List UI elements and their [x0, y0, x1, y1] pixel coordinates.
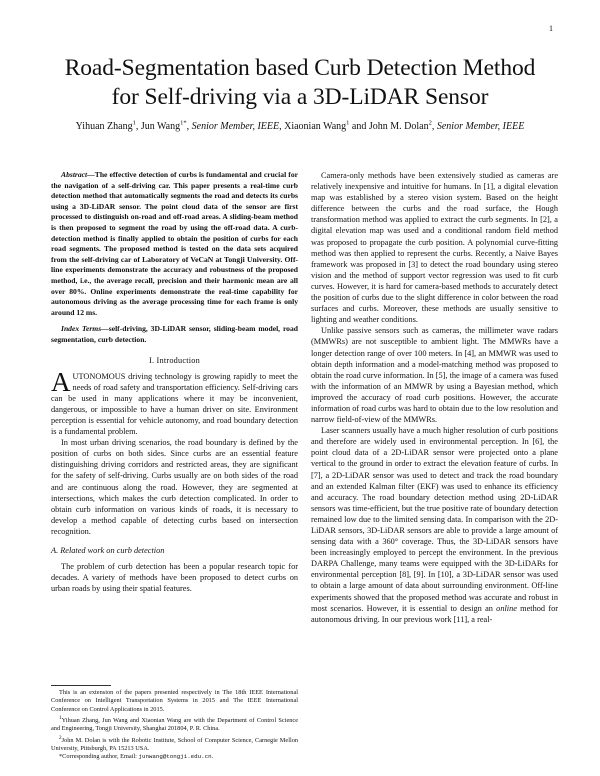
intro-paragraph-text: UTONOMOUS driving technology is growing rapidly to meet the needs of road safety and transportation efficiency. Self-driving cars can be used in many applications where it may be inconvenient, dangerous, or impossible to have a human driver on site. Environment perception is essential for vehicle autonomy, and road boundary detection is a fundamental problem.	[51, 371, 298, 437]
abstract	[51, 170, 298, 318]
footnote-text: .	[211, 753, 214, 761]
intro-paragraph: In most urban driving scenarios, the road boundary is defined by the position of curbs on both sides. Since curbs are an essential feature distinguishing driving corridors and restricted areas, they are significant for the safety of self-driving. Curbs usually are on both sides of the road and are continuous along the road. However, they are segmented at intersections, which makes the curb detection complicated. In order to obtain curb information on various kinds of roads, it is necessary to develop a method capable of detecting curbs based on intersection recognition.	[51, 438, 298, 536]
right-column	[311, 170, 558, 625]
index-terms-label: Index Terms	[61, 324, 102, 334]
corresponding-email-link[interactable]: junwang@tongji.edu.cn	[138, 753, 212, 761]
author-separator: ,	[135, 121, 141, 132]
page-number: 1	[549, 24, 553, 33]
author-list: Yihuan Zhang$^1$, Jun Wang$^{1*}$, Senior Member, IEEE, Xiaonian Wang$^1$ and John M. Dolan$^2$, Senior Member, IEEE	[75, 119, 525, 132]
left-column	[51, 170, 298, 594]
emphasis-text: online	[496, 603, 517, 613]
footnotes	[51, 685, 298, 762]
drop-cap: A	[51, 366, 71, 397]
author-role: Senior Member, IEEE	[436, 121, 525, 132]
footnote-mark: 1	[59, 714, 62, 721]
author-affiliation-mark: 1	[346, 119, 350, 127]
body-paragraph: Unlike passive sensors such as cameras, the millimeter wave radars (MMWRs) are not susceptible to ambient light. The MMWRs have a longer detection range of over 100 meters. In [4], an MMWR was used to obtain depth information and a model-matching method was proposed to obtain the road curve information. In [5], the image of a camera was fused with the information of an MMWR by using a Bayesian method, which improved the accuracy of road curb positions. However, the accurate information of road curbs was hard to obtain due to the low resolution and narrow field-of-view of the MMWRs.	[311, 326, 558, 425]
author-name: Jun Wang	[140, 121, 181, 132]
author-affiliation-mark: 1	[132, 119, 136, 127]
footnote-text: John M. Dolan is with the Robotic Institute, School of Computer Science, Carnegie Mellon University, Pittsburgh, PA 15213 USA.	[51, 736, 298, 752]
body-text: method for autonomous driving. In our previous work [11], a real-	[311, 603, 558, 624]
title-line-2: for Self-driving via a 3D-LiDAR Sensor	[111, 84, 489, 110]
abstract-label: Abstract	[61, 170, 88, 179]
abstract-text: —The effective detection of curbs is fundamental and crucial for the navigation of a self-driving car. This paper presents a real-time curb detection method that automatically segments the road and detects its curbs using a 3D-LiDAR sensor. The point cloud data of the sensor are first processed to distinguish on-road and off-road areas. A sliding-beam method is then proposed to segment the road by using the off-road data. A curb-detection method is finally applied to obtain the position of curbs for each road segments. The proposed method is tested on the data sets acquired from the self-driving car of Laboratory of VeCaN at Tongji University. Off-line experiments demonstrate the accuracy and robustness of the proposed method, i.e., the average recall, precision and their harmonic mean are all over 80%. Online experiments demonstrate the real-time capability for autonomous driving as the average processing time for each frame is only around 12 ms.	[51, 170, 298, 317]
footnote-text: *Corresponding author, Email:	[59, 753, 139, 761]
index-terms-text: —self-driving, 3D-LiDAR sensor, sliding-beam model, road segmentation, curb detection.	[51, 324, 299, 344]
body-paragraph	[311, 425, 558, 625]
footnote-rule	[51, 685, 111, 686]
author-name: John M. Dolan	[368, 121, 429, 132]
footnote	[51, 734, 298, 754]
section-heading-introduction: I. Introduction	[149, 355, 200, 365]
title-line-1: Road-Segmentation based Curb Detection Method	[64, 55, 536, 81]
author-name: Yihuan Zhang	[75, 121, 133, 132]
related-work-paragraph: The problem of curb detection has been a popular research topic for decades. A variety of methods have been proposed to detect curbs on urban roads by using their spatial features.	[51, 562, 298, 594]
footnote	[51, 714, 298, 734]
footnote-text: Yihuan Zhang, Jun Wang and Xiaonian Wang are with the Department of Control Science and Engineering, Tongji University, Shanghai 201804, P. R. China.	[51, 716, 298, 733]
author-name: Xiaonian Wang	[284, 121, 347, 132]
footnote	[51, 753, 298, 761]
author-affiliation-mark: 2	[428, 119, 432, 127]
paper-title	[30, 54, 570, 112]
index-terms	[51, 324, 298, 345]
footnote: This is an extension of the papers presented respectively in The 18th IEEE International Conference on Intelligent Transportation Systems in 2015 and The IEEE International Conference on Control Applications in 2015.	[51, 689, 298, 713]
author-role: Senior Member, IEEE	[191, 121, 280, 132]
body-text: Laser scanners usually have a much higher resolution of curb positions and therefore are widely used in environmental perception. In [6], the point cloud data of a 2D-LiDAR sensor were projected onto a plane vertical to the ground in order to extract the elevation feature of curbs. In [7], a 2D-LiDAR sensor was used to detect and track the road boundary and an extended Kalman filter (EKF) was used to enhance its efficiency and accuracy. The road boundary detection method using 2D-LiDAR sensors was time-efficient, but the true positive rate of boundary detection remained low due to the limited sensing data. In comparison with the 2D-LiDAR sensors, 3D-LiDAR sensors are able to provide a large amount of sensing data with a 360° coverage. Thus, the 3D-LiDAR sensors have been increasingly employed to percept the environment. In the previous DARPA Challenge, many teams were equipped with the 3D-LiDARs for environmental perception [8], [9]. In [10], a 3D-LiDAR sensor was used to obtain a large amount of data about surrounding environment. Off-line experiments showed that the proposed method was accurate and robust in most scenarios. However, it is essential to design an	[311, 426, 558, 613]
subsection-heading: A. Related work on curb detection	[51, 546, 165, 555]
author-affiliation-mark: 1*	[180, 119, 187, 127]
body-paragraph: Camera-only methods have been extensively studied as cameras are relatively inexpensive and intuitive for humans. In [1], a digital elevation map was established by a stereo vision system. Based on the height difference between the curbs and the road surface, the Hough transformation method was applied to extract the curb segments. In [2], a digital elevation map was used and a conditional random field method was proposed to propagate the curb position. A polynomial curve-fitting method was then applied to represent the curbs. Recently, a Naive Bayes framework was proposed in [3] to detect the road boundary using stereo vision and the method of support vector regression was used to fit curb curves. However, it is hard for camera-based methods to accurately detect the position of curbs due to the slight difference in color between the road surfaces and curbs. Moreover, these methods are usually sensitive to lighting and weather conditions.	[311, 171, 558, 325]
author-separator: and	[349, 121, 369, 132]
intro-paragraph	[51, 366, 298, 438]
footnote-mark: 2	[59, 734, 62, 741]
